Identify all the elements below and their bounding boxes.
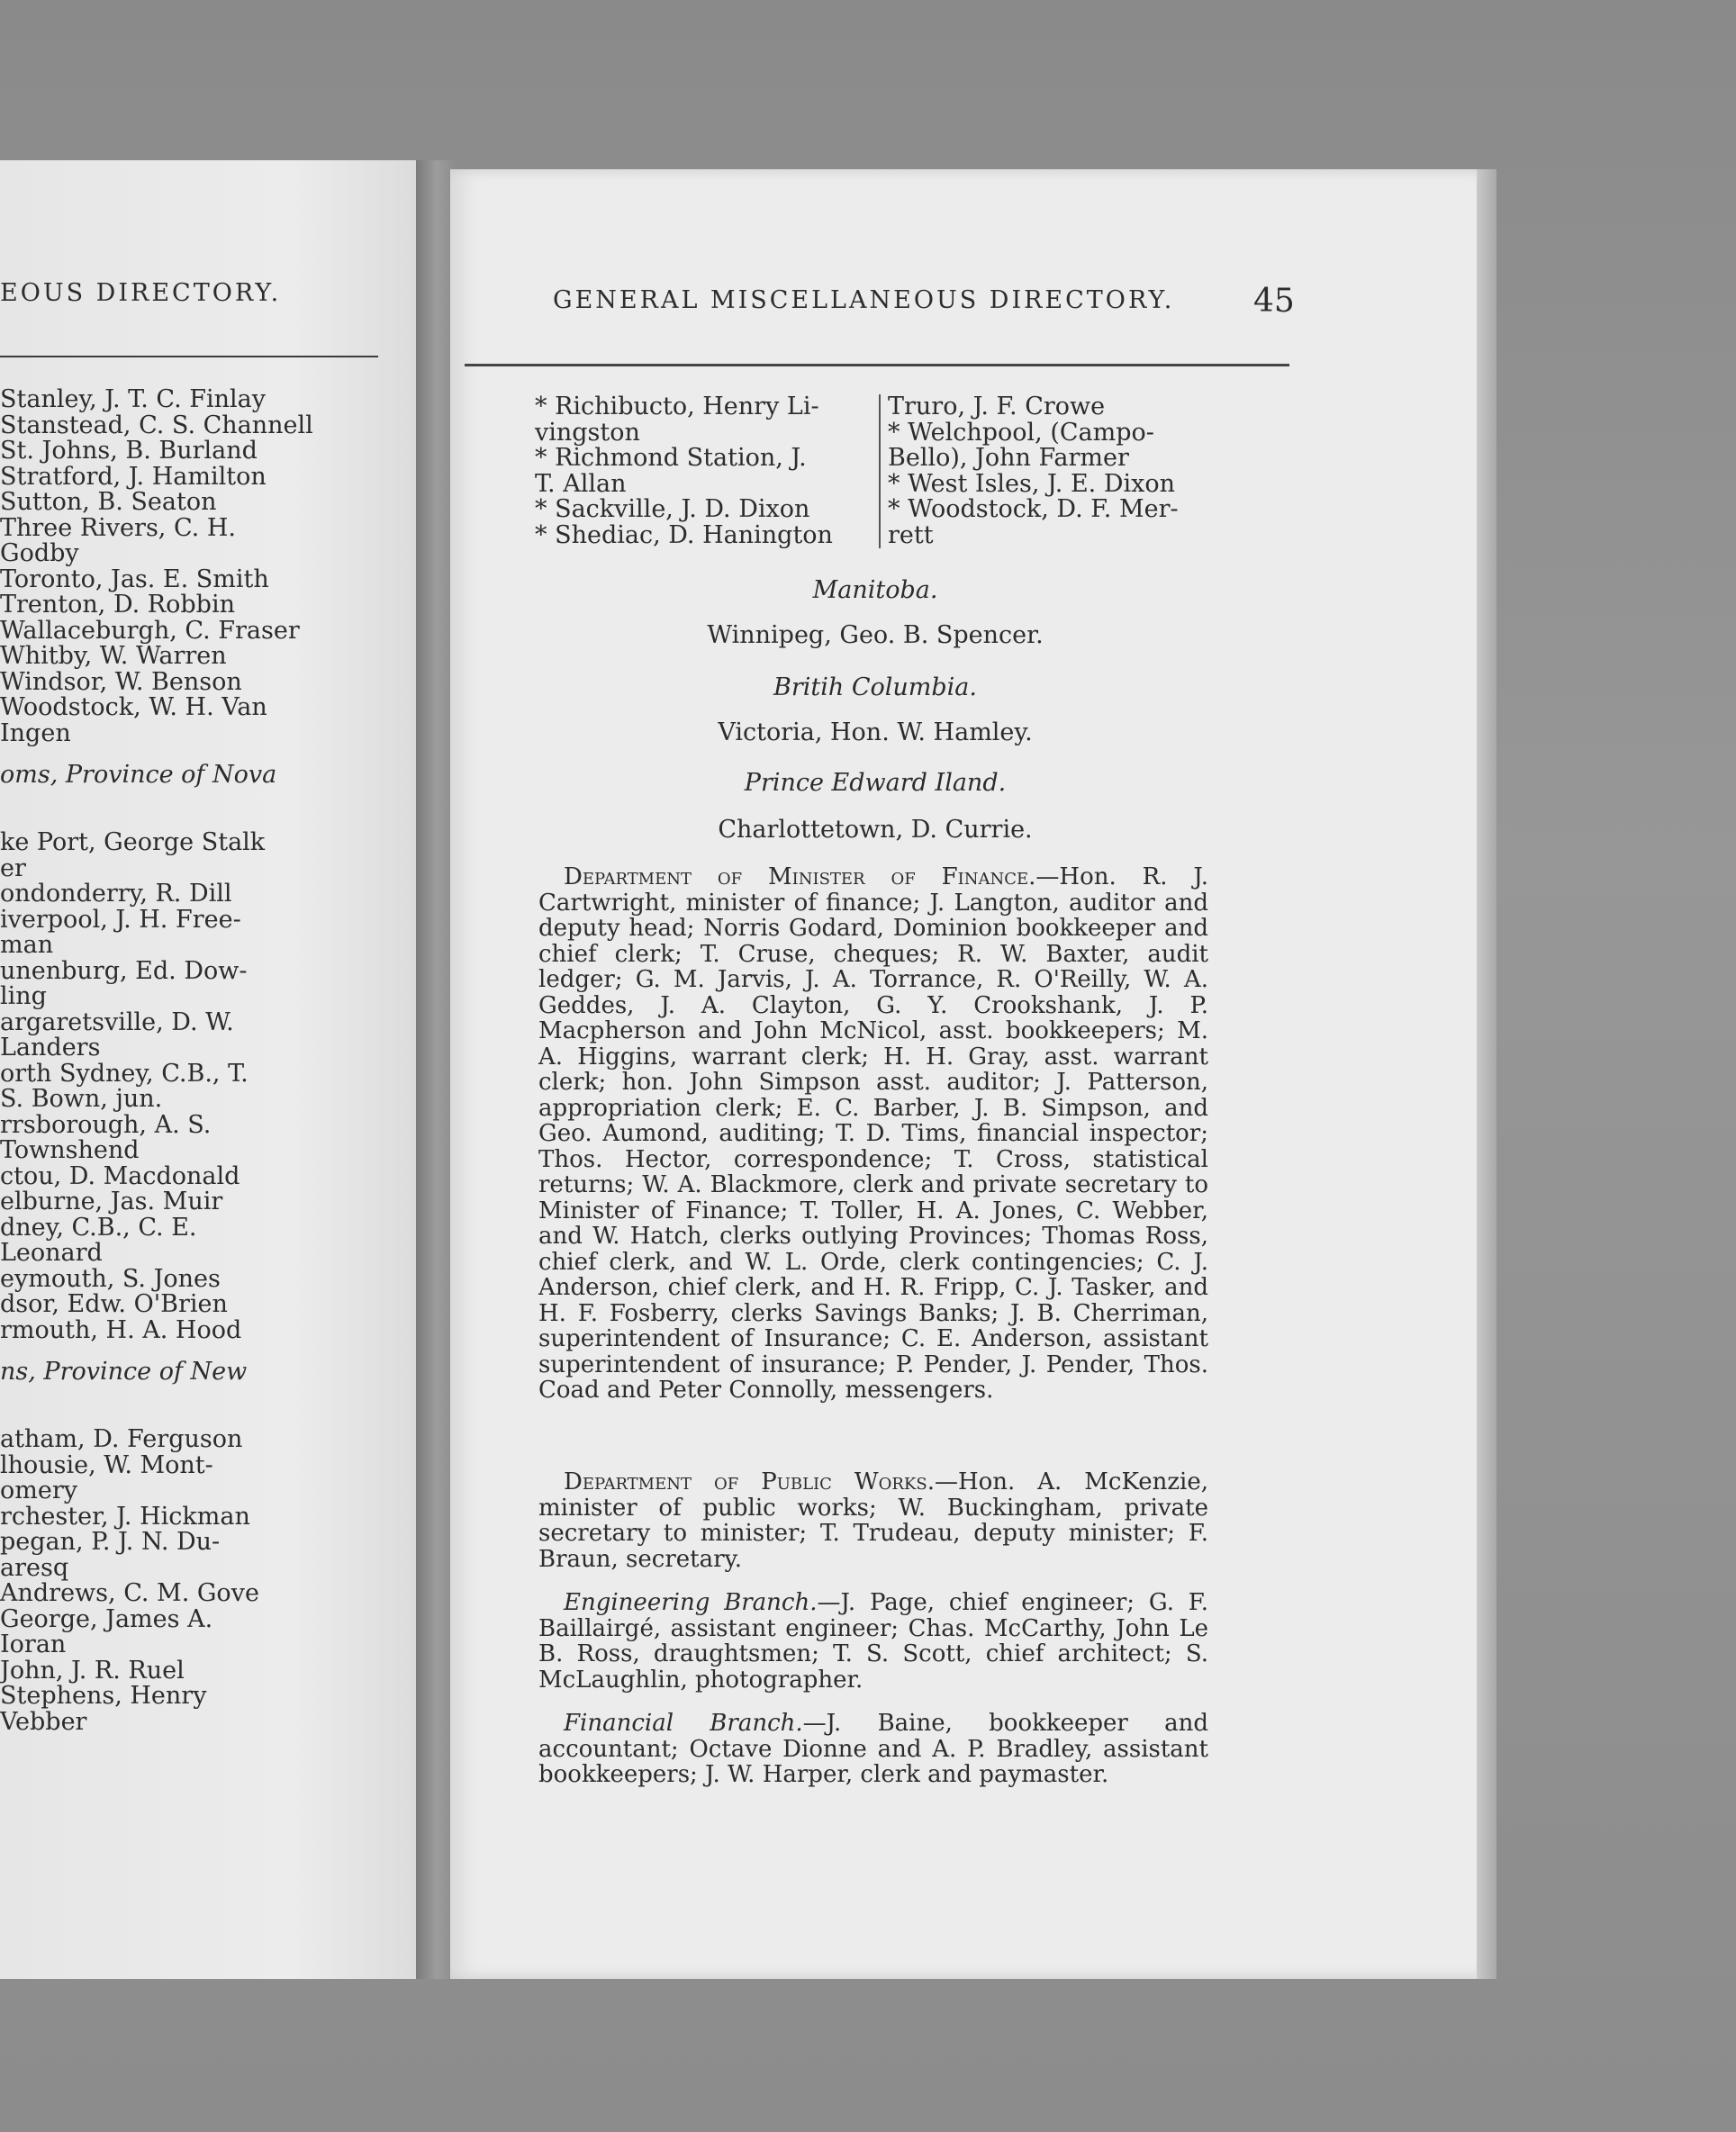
left-line: dney, C.B., C. E. (0, 1213, 197, 1242)
province-heading-british-columbia: Britih Columbia. (773, 673, 977, 701)
public-works-heading: Department of Public Works. (564, 1468, 935, 1495)
province-entry-manitoba: Winnipeg, Geo. B. Spencer. (707, 621, 1044, 649)
left-line: Sutton, B. Seaton (0, 488, 217, 516)
left-line: Stephens, Henry (0, 1682, 207, 1710)
left-line: lhousie, W. Mont- (0, 1450, 213, 1479)
post-office-line: Truro, J. F. Crowe (888, 393, 1106, 420)
left-line: unenburg, Ed. Dow- (0, 956, 248, 985)
post-office-line: * Richibucto, Henry Li- (535, 393, 819, 420)
left-line: S. Bown, jun. (0, 1085, 163, 1113)
left-line: Trenton, D. Robbin (0, 591, 235, 619)
financial-branch-heading: Financial Branch. (564, 1710, 803, 1737)
left-line: Woodstock, W. H. Van (0, 693, 267, 721)
left-line: er (0, 854, 26, 882)
financial-branch-text: —J. Baine, bookkeeper and accountant; Octave Dionne and A. P. Bradley, assistant bookkeepers; J. W. Harper, clerk and paymaster. (538, 1710, 1208, 1788)
left-line: St. Johns, B. Burland (0, 437, 258, 465)
left-line: eymouth, S. Jones (0, 1264, 221, 1293)
left-line: Toronto, Jas. E. Smith (0, 565, 269, 593)
left-line-blank (0, 805, 396, 831)
right-page-edge (1477, 169, 1496, 1979)
left-line: Stanley, J. T. C. Finlay (0, 385, 266, 413)
post-office-line: T. Allan (535, 469, 627, 498)
post-office-line: * Woodstock, D. F. Mer- (888, 495, 1179, 523)
left-line: atham, D. Ferguson (0, 1425, 243, 1453)
left-running-head-text: EOUS DIRECTORY. (0, 279, 282, 307)
left-line: rmouth, H. A. Hood (0, 1315, 242, 1344)
left-line: George, James A. (0, 1604, 213, 1633)
left-line: John, J. R. Ruel (0, 1656, 185, 1685)
post-office-column-left (535, 394, 872, 548)
province-entry-british-columbia: Victoria, Hon. W. Hamley. (718, 718, 1033, 746)
left-line: rchester, J. Hickman (0, 1502, 250, 1531)
left-line: Windsor, W. Benson (0, 667, 242, 696)
left-section-heading: ns, Province of New (0, 1358, 248, 1386)
left-line: ke Port, George Stalk (0, 828, 266, 856)
left-line: aresq (0, 1553, 69, 1582)
left-line: Godby (0, 539, 79, 567)
left-head-rule (0, 356, 378, 357)
post-office-line: vingston (535, 418, 640, 447)
left-line: ctou, D. Macdonald (0, 1161, 240, 1190)
page-number: 45 (1253, 283, 1295, 320)
left-running-head (0, 279, 378, 307)
left-line: orth Sydney, C.B., T. (0, 1059, 249, 1088)
post-office-line: * Welchpool, (Campo- (888, 418, 1154, 447)
finance-department-text: —Hon. R. J. Cartwright, minister of finance; J. Langton, auditor and deputy head; Norris Godard, Dominion bookkeeper and chief clerk; T. Cruse, cheques; R. W. Baxter, audit ledger; G. M. Jarvis, J. A. Torrance, R. O'Reilly, W. A. Geddes, J. A. Clayton, G. Y. Crookshank, J. P. Macpherson and John McNicol, asst. bookkeepers; M. A. Higgins, warrant clerk; H. H. Gray, asst. warrant clerk; hon. John Simpson asst. auditor; J. Patterson, appropriation clerk; E. C. Barber, J. B. Simpson, and Geo. Aumond, auditing; T. D. Tims, financial inspector; Thos. Hector, correspondence; T. Cross, statistical returns; W. A. Blackmore, clerk and private secretary to Minister of Finance; T. Toller, H. A. Jones, C. Webber, and W. Hatch, clerks outlying Provinces; Thomas Ross, chief clerk, and W. L. Orde, clerk contingencies; C. J. Anderson, chief clerk, and H. R. Fripp, C. J. Tasker, and H. F. Fosberry, clerks Savings Banks; J. B. Cherriman, superintendent of Insurance; C. E. Anderson, assistant superintendent of insurance; P. Pender, J. Pender, Thos. Coad and Peter Connolly, messengers. (538, 863, 1208, 1404)
left-line: Vebber (0, 1707, 87, 1736)
public-works-paragraph (538, 1469, 1208, 1572)
province-entry-prince-edward-island: Charlottetown, D. Currie. (718, 816, 1033, 844)
finance-department-paragraph (538, 864, 1208, 1404)
left-line: Ioran (0, 1631, 67, 1658)
province-heading-manitoba: Manitoba. (812, 576, 938, 604)
left-line: Townshend (0, 1136, 140, 1164)
left-line: Wallaceburgh, C. Fraser (0, 616, 300, 645)
left-line: Whitby, W. Warren (0, 642, 227, 670)
left-line: argaretsville, D. W. (0, 1007, 234, 1036)
running-head: GENERAL MISCELLANEOUS DIRECTORY. (553, 286, 1175, 314)
left-line: Landers (0, 1034, 101, 1061)
left-section-heading: oms, Province of Nova (0, 761, 277, 789)
left-line: rrsborough, A. S. (0, 1110, 212, 1139)
left-directory-column (0, 387, 396, 1735)
post-office-line: * Shediac, D. Hanington (535, 520, 833, 549)
left-line: Leonard (0, 1239, 103, 1267)
public-works-text: —Hon. A. McKenzie, minister of public works; W. Buckingham, private secretary to minister; T. Trudeau, deputy minister; F. Braun, secretary. (538, 1468, 1208, 1573)
engineering-branch-text: —J. Page, chief engineer; G. F. Baillairgé, assistant engineer; Chas. McCarthy, John Le B. Ross, draughtsmen; T. S. Scott, chief architect; S. McLaughlin, photographer. (538, 1589, 1209, 1694)
post-office-line: Bello), John Farmer (888, 444, 1129, 472)
post-office-line: * Richmond Station, J. (535, 444, 807, 472)
left-line: Andrews, C. M. Gove (0, 1579, 259, 1607)
left-line: Three Rivers, C. H. (0, 513, 236, 542)
engineering-branch-heading: Engineering Branch. (564, 1589, 818, 1616)
left-line: dsor, Edw. O'Brien (0, 1290, 228, 1318)
post-office-line: rett (888, 520, 934, 549)
engineering-branch-paragraph (538, 1590, 1208, 1693)
left-line: pegan, P. J. N. Du- (0, 1528, 221, 1556)
post-office-column-right (879, 394, 1225, 548)
left-line: ondonderry, R. Dill (0, 880, 232, 908)
province-heading-prince-edward-island: Prince Edward Iland. (744, 769, 1007, 797)
left-line: elburne, Jas. Muir (0, 1188, 223, 1215)
left-line: Ingen (0, 718, 71, 747)
left-line: omery (0, 1477, 77, 1504)
post-office-line: * West Isles, J. E. Dixon (888, 469, 1175, 498)
head-rule (465, 364, 1289, 366)
left-line: ling (0, 982, 47, 1010)
finance-department-heading: Department of Minister of Finance. (564, 863, 1036, 890)
financial-branch-paragraph (538, 1711, 1208, 1788)
post-office-line: * Sackville, J. D. Dixon (535, 495, 810, 523)
left-line: Stanstead, C. S. Channell (0, 411, 313, 439)
left-line-blank (0, 1402, 396, 1428)
left-line: man (0, 931, 54, 959)
left-line: iverpool, J. H. Free- (0, 905, 241, 934)
left-line: Stratford, J. Hamilton (0, 462, 267, 491)
